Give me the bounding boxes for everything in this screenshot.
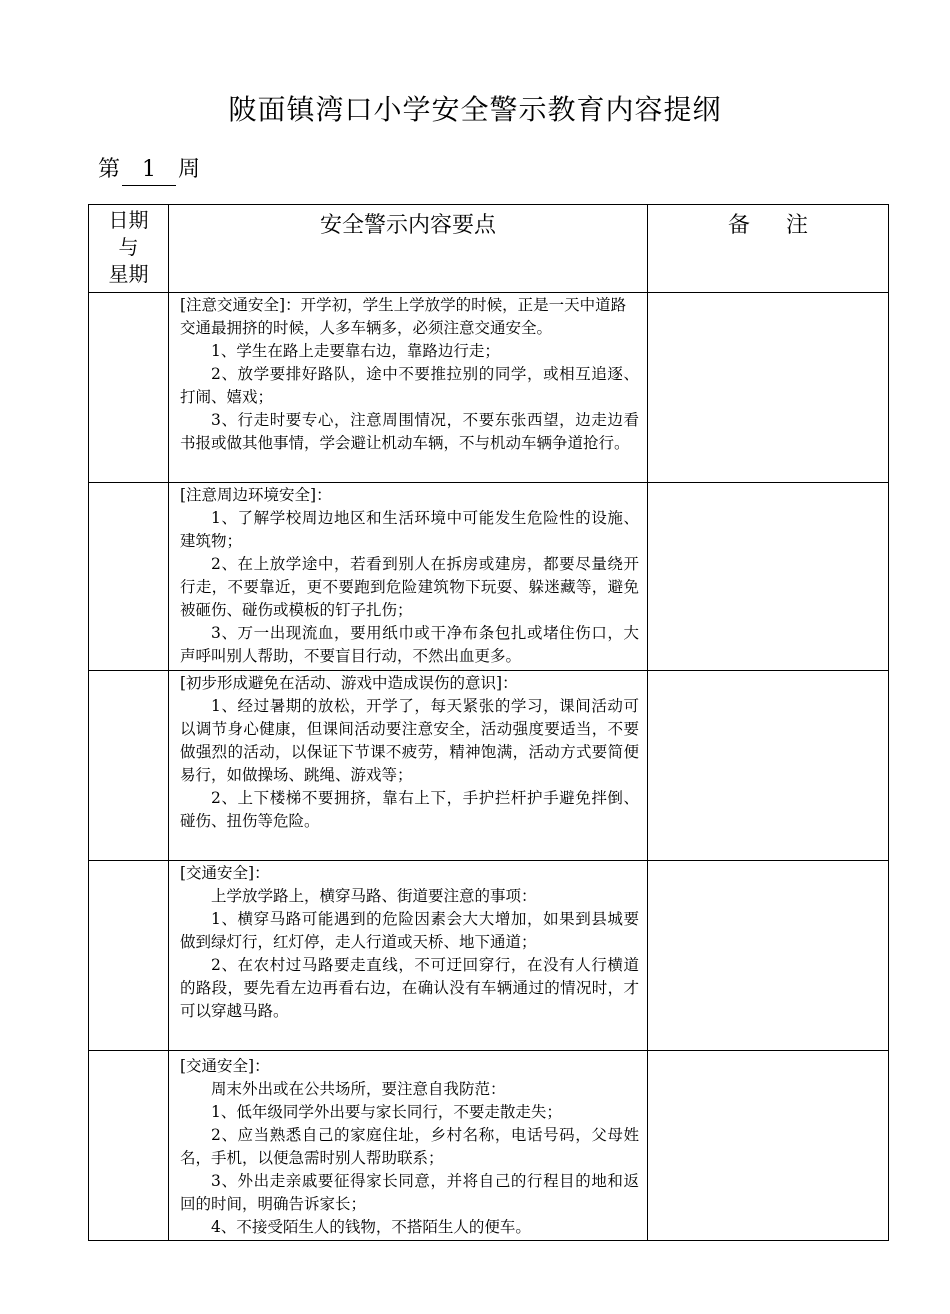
remark-cell [648,861,889,1051]
header-remark: 备注 [648,205,889,293]
remark-cell [648,671,889,861]
header-date-line2: 与 [118,235,139,259]
content-paragraph: 周末外出或在公共场所，要注意自我防范： [211,1080,506,1098]
content-paragraph: 3、行走时要专心，注意周围情况，不要东张西望，边走边看书报或做其他事情，学会避让机动车辆，不与机动车辆争道抢行。 [180,411,639,452]
table-row [89,483,889,671]
remark-cell [648,1051,889,1241]
content-paragraph: 3、万一出现流血，要用纸巾或干净布条包扎或堵住伤口，大声呼叫别人帮助，不要盲目行动，不然出血更多。 [180,624,639,665]
date-cell [89,861,169,1051]
table-header-row [89,205,889,293]
content-cell [169,671,648,861]
table-row [89,861,889,1051]
date-cell [89,483,169,671]
content-paragraph: 4、不接受陌生人的钱物，不搭陌生人的便车。 [211,1218,531,1236]
content-paragraph: 2、在农村过马路要走直线，不可迂回穿行，在没有人行横道的路段，要先看左边再看右边，在确认没有车辆通过的情况时，才可以穿越马路。 [180,956,639,1020]
content-paragraph: 1、横穿马路可能遇到的危险因素会大大增加，如果到县城要做到绿灯行，红灯停，走人行道或天桥、地下通道； [180,910,639,951]
date-cell [89,671,169,861]
table-row [89,1051,889,1241]
safety-outline-table [88,204,889,1241]
content-heading: [注意交通安全]：开学初，学生上学放学的时候，正是一天中道路交通最拥挤的时候，人多车辆多，必须注意交通安全。 [180,296,627,337]
table-row [89,671,889,861]
date-cell [89,293,169,483]
content-paragraph: 3、外出走亲戚要征得家长同意，并将自己的行程目的地和返回的时间，明确告诉家长； [180,1172,639,1213]
header-date-line3: 星期 [108,262,149,286]
content-cell [169,483,648,671]
table-row [89,293,889,483]
header-content: 安全警示内容要点 [169,205,648,293]
content-heading: [交通安全]： [180,1057,270,1075]
content-paragraph: 上学放学路上，横穿马路、街道要注意的事项： [211,887,537,905]
content-cell [169,1051,648,1241]
content-paragraph: 2、应当熟悉自己的家庭住址，乡村名称，电话号码，父母姓名，手机，以便急需时别人帮助联系； [180,1126,639,1167]
remark-cell [648,483,889,671]
header-date-line1: 日期 [108,208,149,232]
week-prefix: 第 [98,157,121,182]
content-cell [169,293,648,483]
header-date-weekday [89,205,169,293]
content-paragraph: 1、经过暑期的放松，开学了，每天紧张的学习，课间活动可以调节身心健康，但课间活动要注意安全，活动强度要适当，不要做强烈的活动，以保证下节课不疲劳，精神饱满，活动方式要简便易行，如做操场、跳绳、游戏等； [180,697,639,784]
document-title: 陂面镇湾口小学安全警示教育内容提纲 [228,93,722,126]
week-line [98,152,200,188]
content-paragraph: 2、放学要排好路队，途中不要推拉别的同学，或相互追逐、打闹、嬉戏； [180,365,639,406]
content-paragraph: 1、低年级同学外出要与家长同行，不要走散走失； [211,1103,562,1121]
remark-cell [648,293,889,483]
week-suffix: 周 [178,157,201,182]
content-cell [169,861,648,1051]
date-cell [89,1051,169,1241]
content-paragraph: 2、在上放学途中，若看到别人在拆房或建房，都要尽量绕开行走，不要靠近，更不要跑到危险建筑物下玩耍、躲迷藏等，避免被砸伤、碰伤或模板的钉子扎伤； [180,555,639,619]
week-number: 1 [122,155,176,186]
content-heading: [初步形成避免在活动、游戏中造成误伤的意识]： [180,674,518,692]
content-paragraph: 1、学生在路上走要靠右边，靠路边行走； [211,342,500,360]
content-paragraph: 2、上下楼梯不要拥挤，靠右上下，手护拦杆护手避免拌倒、碰伤、扭伤等危险。 [180,789,639,830]
content-paragraph: 1、了解学校周边地区和生活环境中可能发生危险性的设施、建筑物； [180,509,639,550]
content-heading: [交通安全]： [180,864,270,882]
content-heading: [注意周边环境安全]： [180,486,332,504]
